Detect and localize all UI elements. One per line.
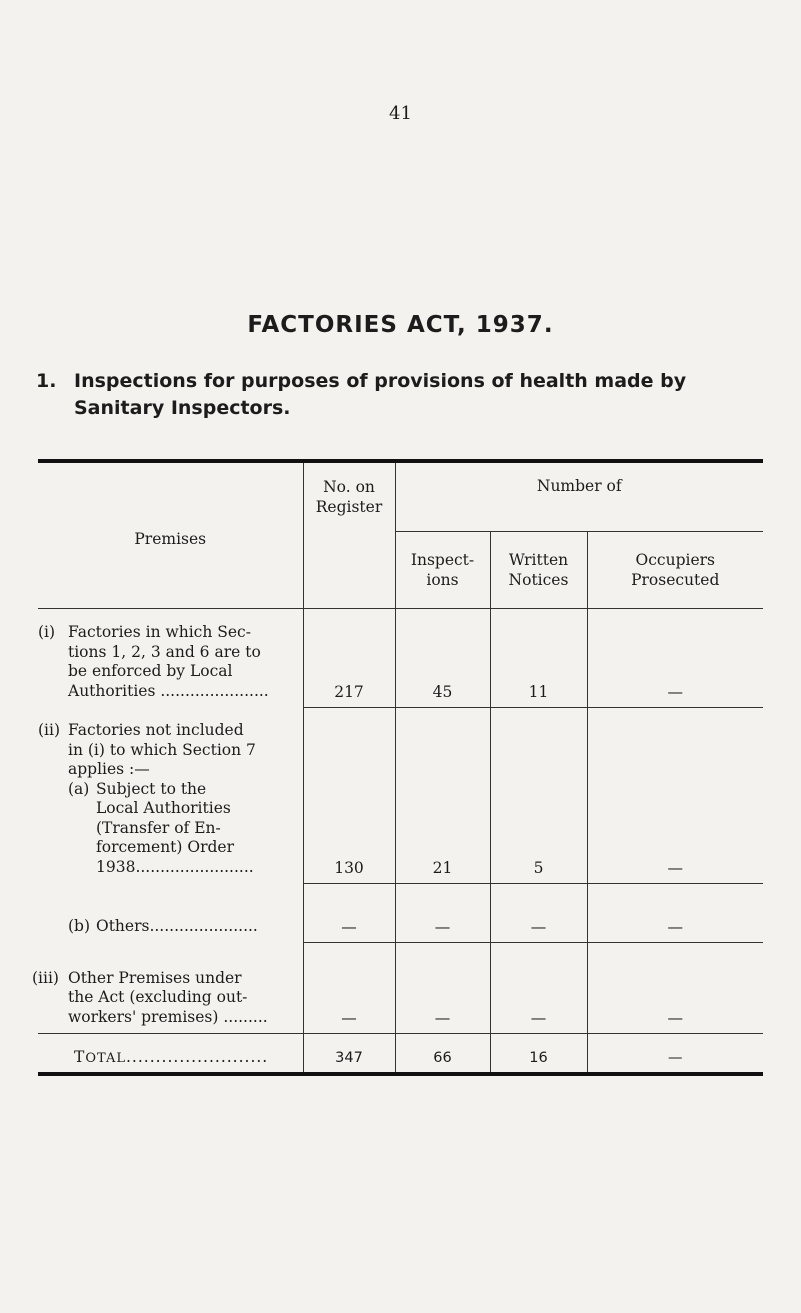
register-value: — <box>303 943 395 1034</box>
header-occupiers-prosecuted <box>587 531 763 608</box>
header-register <box>303 461 395 609</box>
sub-label: (a) <box>68 779 90 798</box>
inspections-table <box>32 459 763 1076</box>
premises-line: forcement) Order <box>96 838 235 856</box>
header-written-notices <box>490 531 587 608</box>
premises-line: Subject to the <box>96 779 207 798</box>
total-register-value: 347 <box>303 1034 395 1075</box>
sub-label: (b) <box>68 917 91 935</box>
premises-line: Factories not included <box>68 721 244 739</box>
occupiers-prosecuted-value: — <box>587 883 763 943</box>
premises-line: Others...................... <box>96 917 258 935</box>
total-occupiers-prosecuted-value: — <box>587 1034 763 1075</box>
occupiers-prosecuted-value: — <box>587 943 763 1034</box>
premises-line: applies :— <box>68 760 150 778</box>
register-value: 130 <box>303 707 395 883</box>
premises-cell <box>32 943 303 1034</box>
subheading-line-1: Inspections for purposes of provisions of health made by <box>74 370 687 392</box>
total-inspections-value: 66 <box>395 1034 490 1075</box>
section-number: 1. <box>36 370 57 392</box>
table-row <box>38 883 763 943</box>
total-label-first: T <box>74 1048 86 1066</box>
header-occupiers-line-1: Occupiers <box>635 550 715 569</box>
premises-line: be enforced by Local <box>68 662 233 680</box>
header-number-of: Number of <box>395 461 763 531</box>
premises-line: 1938........................ <box>96 857 254 876</box>
row-label: (iii) <box>32 968 59 987</box>
header-premises: Premises <box>134 529 207 548</box>
written-notices-value: 5 <box>490 707 587 883</box>
occupiers-prosecuted-value: — <box>587 707 763 883</box>
header-occupiers-line-2: Prosecuted <box>631 570 720 589</box>
table-row <box>38 609 763 708</box>
header-inspections-line-1: Inspect- <box>410 550 475 569</box>
header-inspections-line-2: ions <box>426 570 459 589</box>
premises-line: workers' premises) ......... <box>68 1007 268 1026</box>
register-value: — <box>303 883 395 943</box>
premises-line: in (i) to which Section 7 <box>68 740 256 759</box>
premises-line: Local Authorities <box>96 799 231 817</box>
inspections-value: — <box>395 883 490 943</box>
premises-cell <box>38 883 303 943</box>
table-row <box>38 707 763 883</box>
total-label <box>38 1034 303 1075</box>
header-written-line-2: Notices <box>508 570 569 589</box>
premises-line: Authorities ...................... <box>68 681 269 700</box>
subheading-line-2: Sanitary Inspectors. <box>74 397 291 419</box>
section-subheading <box>36 368 776 422</box>
premises-line: (Transfer of En- <box>96 818 221 837</box>
register-value: 217 <box>303 609 395 708</box>
total-label-rest: OTAL <box>85 1051 126 1066</box>
premises-line: Factories in which Sec- <box>68 623 251 641</box>
row-label: (i) <box>38 623 56 641</box>
written-notices-value: — <box>490 943 587 1034</box>
table-row <box>38 943 763 1034</box>
header-inspections <box>395 531 490 608</box>
page-number: 41 <box>389 103 412 124</box>
occupiers-prosecuted-value: — <box>587 609 763 708</box>
premises-cell <box>38 609 303 708</box>
header-row-1 <box>38 461 763 531</box>
premises-cell <box>38 707 303 883</box>
document-heading: FACTORIES ACT, 1937. <box>247 312 554 338</box>
header-written-line-1: Written <box>508 550 569 569</box>
header-register-line-1: No. on <box>323 478 375 496</box>
inspections-value: 45 <box>395 609 490 708</box>
inspections-value: — <box>395 943 490 1034</box>
total-label-dots: ........................ <box>125 1048 269 1066</box>
premises-line: tions 1, 2, 3 and 6 are to <box>68 642 261 661</box>
header-register-line-2: Register <box>315 498 383 516</box>
inspections-value: 21 <box>395 707 490 883</box>
written-notices-value: — <box>490 883 587 943</box>
total-written-notices-value: 16 <box>490 1034 587 1075</box>
inspections-table-wrapper <box>32 459 763 1076</box>
premises-line: the Act (excluding out- <box>68 988 248 1006</box>
premises-line: Other Premises under <box>68 968 242 987</box>
row-label: (ii) <box>38 721 61 739</box>
written-notices-value: 11 <box>490 609 587 708</box>
total-row <box>38 1034 763 1075</box>
